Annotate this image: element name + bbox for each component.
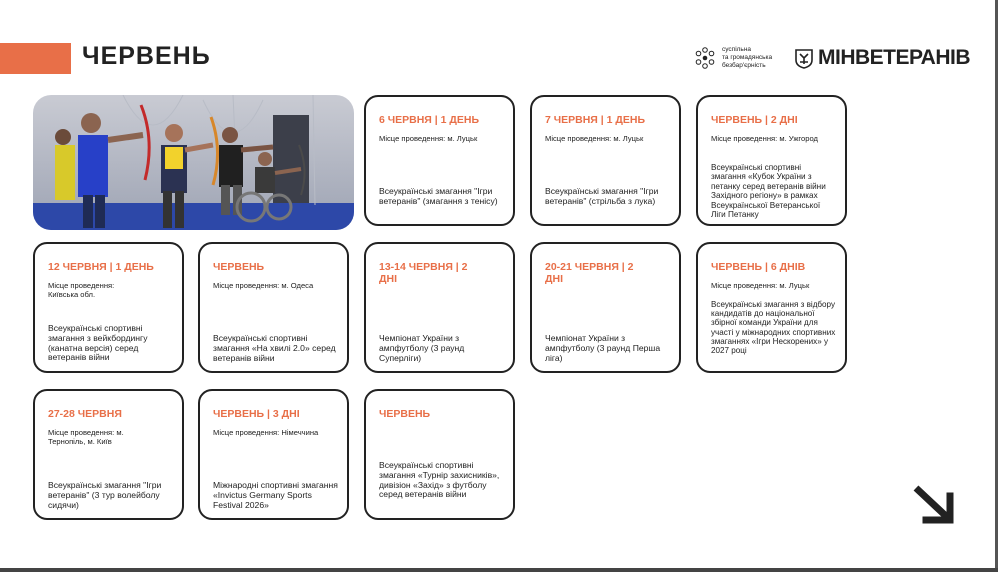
event-date: 13-14 ЧЕРВНЯ | 2 ДНІ	[379, 261, 468, 285]
event-place: Місце проведення: м. Ужгород	[711, 134, 818, 143]
event-place: Місце проведення: м. Луцьк	[379, 134, 478, 143]
ministry-name: МІНВЕТЕРАНІВ	[818, 46, 970, 69]
accessibility-logo	[694, 46, 772, 70]
event-date: 6 ЧЕРВНЯ | 1 ДЕНЬ	[379, 114, 479, 126]
crest-icon	[794, 47, 814, 69]
event-date: 12 ЧЕРВНЯ | 1 ДЕНЬ	[48, 261, 154, 273]
ministry-logo	[794, 46, 970, 70]
event-card	[198, 242, 349, 373]
event-card	[364, 95, 515, 226]
event-description: Всеукраїнські змагання "Ігри ветеранів" (стрільба з лука)	[545, 186, 659, 206]
event-date: 27-28 ЧЕРВНЯ	[48, 408, 122, 420]
event-date: ЧЕРВЕНЬ | 3 ДНІ	[213, 408, 300, 420]
event-place: Місце проведення: м. Одеса	[213, 281, 314, 290]
frame-bottom-edge	[0, 568, 998, 572]
event-description: Чемпіонат України з ампфутболу (3 раунд Перша ліга)	[545, 333, 661, 363]
event-card	[198, 389, 349, 520]
event-place: Місце проведення: Німеччина	[213, 428, 319, 437]
event-card	[696, 242, 847, 373]
event-place: Місце проведення: м. Луцьк	[545, 134, 644, 143]
page-title: ЧЕРВЕНЬ	[82, 42, 211, 70]
event-date: ЧЕРВЕНЬ | 6 ДНІВ	[711, 261, 806, 273]
event-description: Чемпіонат України з ампфутболу (3 раунд Суперліги)	[379, 333, 465, 363]
event-card	[364, 242, 515, 373]
event-description: Всеукраїнські спортивні змагання з вейкбордингу (канатна версія) серед ветеранів війни	[48, 323, 148, 363]
event-card	[530, 242, 681, 373]
arrow-down-right-icon	[910, 484, 956, 526]
event-place: Місце проведення: м. Тернопіль, м. Київ	[48, 428, 124, 446]
archery-photo	[33, 95, 354, 230]
event-description: Всеукраїнські змагання з відбору кандидатів до національної збірної команди України для участі у міжнародних спортивних змаганнях «Ігри Нескорених» у 2027 році	[711, 300, 836, 356]
event-description: Міжнародні спортивні змагання «Invictus Germany Sports Festival 2026»	[213, 480, 338, 510]
event-description: Всеукраїнські змагання "Ігри ветеранів" (3 тур волейболу сидячи)	[48, 480, 162, 510]
event-card	[33, 242, 184, 373]
dots-circle-icon	[694, 47, 716, 69]
event-date: ЧЕРВЕНЬ	[213, 261, 265, 273]
event-card	[696, 95, 847, 226]
event-description: Всеукраїнські спортивні змагання «Кубок України з петанку серед ветеранів війни Західного регіону» в рамках Всеукраїнської Ветеранської Ліги Петанку	[711, 163, 826, 220]
event-card	[33, 389, 184, 520]
accent-bar	[0, 43, 71, 74]
event-date: 7 ЧЕРВНЯ | 1 ДЕНЬ	[545, 114, 645, 126]
event-date: ЧЕРВЕНЬ	[379, 408, 431, 420]
event-date: 20-21 ЧЕРВНЯ | 2 ДНІ	[545, 261, 634, 285]
event-place: Місце проведення: м. Луцьк	[711, 281, 810, 290]
event-place: Місце проведення: Київська обл.	[48, 281, 115, 299]
event-description: Всеукраїнські спортивні змагання «На хвилі 2.0» серед ветеранів війни	[213, 333, 336, 363]
accessibility-logo-text: суспільна та громадянська безбар'єрність	[722, 46, 773, 69]
event-description: Всеукраїнські змагання "Ігри ветеранів" (змагання з тенісу)	[379, 186, 498, 206]
event-card	[364, 389, 515, 520]
event-description: Всеукраїнські спортивні змагання «Турнір захисників», дивізіон «Захід» з футболу серед ветеранів війни	[379, 460, 500, 500]
event-date: ЧЕРВЕНЬ | 2 ДНІ	[711, 114, 798, 126]
event-card	[530, 95, 681, 226]
